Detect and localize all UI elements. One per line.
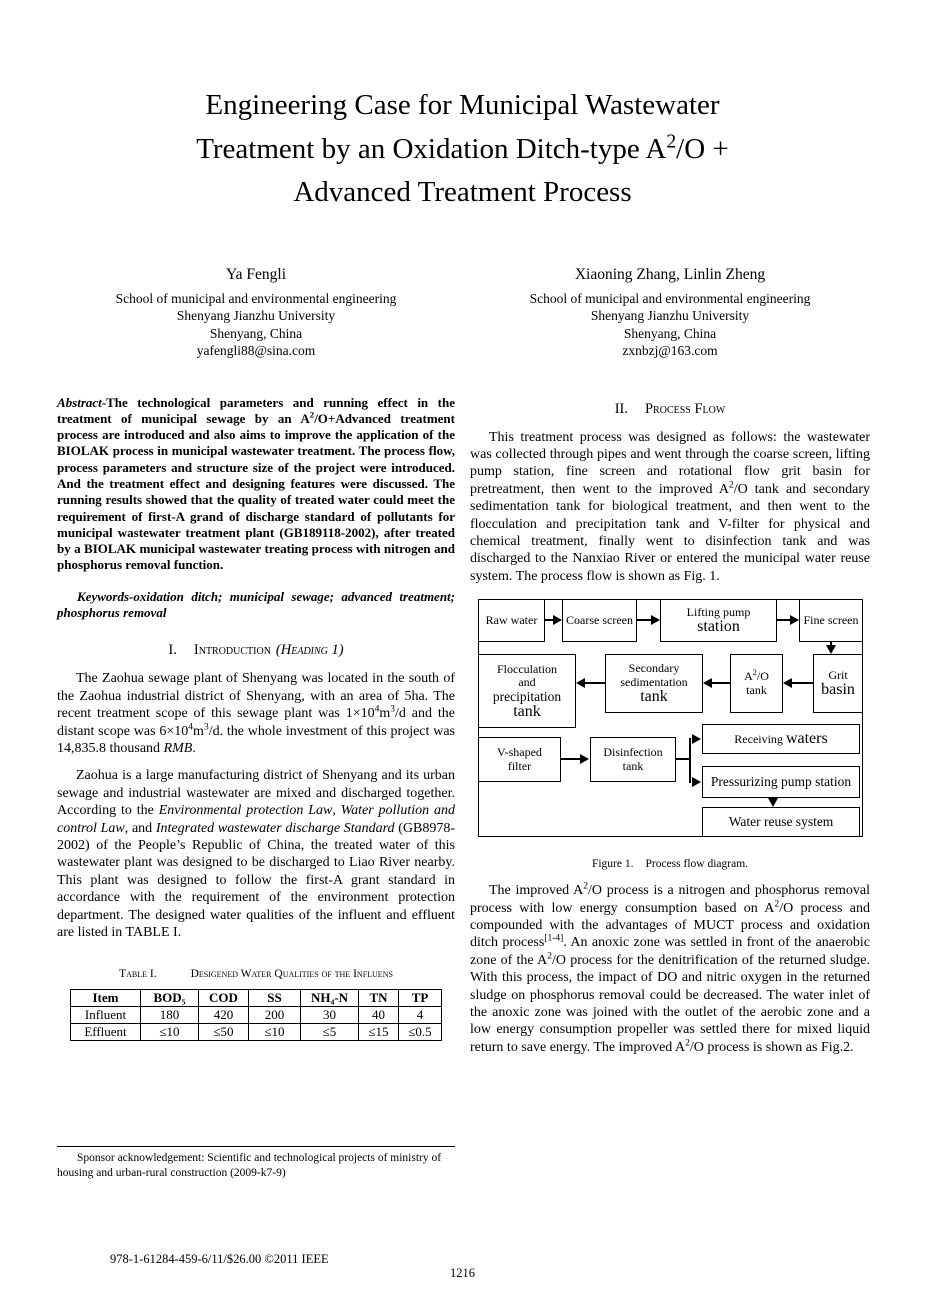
box-label: Raw water <box>485 612 538 627</box>
paragraph-intro-1: The Zaohua sewage plant of Shenyang was located in the south of the Zaohua industrial district of Shenyang, with an area of 5ha. The recent treatment scope of this sewage plant was $1\times 10^4m^3/d$ and the distant scope was $6\times 10^4m^3/d$. the whole investment of this project was 14,835.8 thousand RMB. <box>57 671 455 756</box>
author-right <box>470 265 870 360</box>
figure-box-secondary-sedimentation-tank <box>605 654 703 713</box>
table-cell: 4 <box>399 1007 442 1024</box>
table-caption <box>57 968 455 980</box>
flow-arrowhead <box>692 734 701 744</box>
figure-box-lifting-pump-station <box>660 599 777 642</box>
authors-block <box>0 265 925 360</box>
author-affiliation: Shenyang Jianzhu University <box>590 308 750 323</box>
author-left <box>57 265 455 360</box>
table-cell: 200 <box>249 1007 301 1024</box>
figure-label: Figure 1. <box>591 858 634 871</box>
table-cell: Effluent <box>71 1024 141 1041</box>
table-cell: 30 <box>301 1007 359 1024</box>
flow-arrowhead <box>703 678 712 688</box>
paragraph-process-2: The improved $A^2/O$ process is a nitrogen and phosphorus removal process with low energy consumption based on $A^2/O$ process and compounded with the advantages of MUCT process and oxidation ditch process[1-4]. An anoxic zone was settled in front of the anaerobic zone of the $A^2/O$ process for the denitrification of the returned sludge. With this process, the impact of DO and nitric oxygen in the returned sludge on phosphorus removal could be decreased. The water inlet of the anoxic zone was joined with the outlet of the aerobic zone and a low energy consumption propeller was settled there for mixed liquid return to save energy. The improved $A^2/O$ process is shown as Fig.2. <box>470 881 871 1055</box>
table-cell: ≤50 <box>199 1024 249 1041</box>
flow-arrow <box>637 619 652 621</box>
table-cell: ≤5 <box>301 1024 359 1041</box>
box-label: Coarse screen <box>566 612 633 627</box>
footnote-text: Sponsor acknowledgement: Scientific and technological projects of ministry of housing and urban-rural construction (2009-k7-9) <box>57 1152 442 1179</box>
figure-box-fine-screen <box>799 599 863 642</box>
figure-box-v-shaped-filter <box>478 737 561 782</box>
table-header-cell: TN <box>359 990 399 1007</box>
paragraph-intro-2: Zaohua is a large manufacturing district of Shenyang and its urban sewage and industrial wastewater are mixed and discharged together. According to the Environmental protection Law, Water pollution and control Law, and Integrated wastewater discharge Standard (GB8978-2002) of the People’s Republic of China, the treated water of this wastewater plant was designed to be discharged to Liao River nearby. This plant was designed to follow the first-A grant standard in accordance with the requirement of the environment protection department. The designed water qualities of the influent and effluent are listed in TABLE I. <box>57 768 456 941</box>
table-row <box>71 1007 442 1024</box>
table-cell: ≤10 <box>249 1024 301 1041</box>
table-cell: 180 <box>141 1007 199 1024</box>
figure-caption-text: Process flow diagram. <box>645 858 749 871</box>
flow-arrowhead <box>651 615 660 625</box>
left-column <box>57 395 455 1042</box>
flow-arrowhead <box>783 678 792 688</box>
figure-box-receiving-waters <box>702 724 860 754</box>
table-header-cell: NH₄-N <box>301 990 359 1007</box>
author-affiliation: Shenyang, China <box>209 325 303 341</box>
figure-box-pressurizing-pump-station <box>702 766 860 798</box>
flow-line <box>689 738 691 783</box>
process-flow-diagram <box>470 595 870 845</box>
table-header-cell: BOD₅ <box>141 990 199 1007</box>
box-label: filter <box>507 758 532 773</box>
table-cell: 40 <box>359 1007 399 1024</box>
box-label: V-shaped <box>497 745 542 760</box>
figure-box-flocculation-precipitation-tank <box>478 654 576 728</box>
flow-arrow <box>712 682 730 684</box>
box-label: tank <box>640 688 668 706</box>
table-header-cell: COD <box>199 990 249 1007</box>
box-label: Flocculation <box>497 661 557 676</box>
table-header-cell: TP <box>399 990 442 1007</box>
figure-box-grit-basin <box>813 654 863 713</box>
box-label: and <box>518 675 536 690</box>
table-cell: ≤10 <box>141 1024 199 1041</box>
section-heading-introduction <box>57 642 455 659</box>
box-label: tank <box>513 702 541 720</box>
author-email: zxnbzj@163.com <box>622 343 718 358</box>
figure-box-disinfection-tank <box>590 737 676 782</box>
flow-arrowhead <box>790 615 799 625</box>
figure-box-raw-water <box>478 599 545 642</box>
copyright-line: 978-1-61284-459-6/11/$26.00 ©2011 IEEE <box>110 1252 329 1266</box>
box-label: station <box>697 618 740 636</box>
flow-line <box>676 758 690 760</box>
table-cell: ≤15 <box>359 1024 399 1041</box>
flow-arrowhead <box>553 615 562 625</box>
figure-box-a2o-tank <box>730 654 783 713</box>
author-affiliation: School of municipal and environmental engineering <box>115 290 397 306</box>
author-email: yafengli88@sina.com <box>196 343 316 358</box>
table-cell: 420 <box>199 1007 249 1024</box>
table-header-cell: Item <box>71 990 141 1007</box>
figure-caption <box>470 858 870 870</box>
box-label: Water reuse system <box>728 814 834 830</box>
figure-box-water-reuse-system <box>702 807 860 837</box>
paragraph-process-1: This treatment process was designed as follows: the wastewater was collected through pipes and went through the coarse screen, lifting pump station, fine screen and rotational flow grit basin for pretreatment, then went to the improved $A^2/O$ tank and secondary sedimentation tank for biological treatment, and then went to the flocculation and precipitation tank and V-filter for physical and chemical treatment, finally went to disinfection tank and was discharged to the Nanxiao River or entered the municipal water reuse system. The process flow is shown as Fig. 1. <box>470 429 870 584</box>
author-name: Xiaoning Zhang, Linlin Zheng <box>574 265 766 283</box>
designed-water-qualities-table <box>70 989 442 1041</box>
box-label: precipitation <box>492 688 562 704</box>
box-label: Fine screen <box>803 612 859 627</box>
author-affiliation: School of municipal and environmental engineering <box>529 290 811 306</box>
right-column <box>470 395 870 1067</box>
box-label: Pressurizing pump station <box>710 774 852 790</box>
box-label: Receiving waters <box>734 730 828 748</box>
title-line: Advanced Treatment Process <box>293 176 632 208</box>
flow-arrowhead <box>692 777 701 787</box>
box-label: sedimentation <box>620 674 688 689</box>
box-label: Disinfection <box>603 745 663 760</box>
author-affiliation: Shenyang Jianzhu University <box>176 308 336 323</box>
page-number: 1216 <box>450 1266 475 1280</box>
title-line: Treatment by an Oxidation Ditch-type $A^2/O$ + <box>196 129 729 165</box>
author-name: Ya Fengli <box>225 265 286 283</box>
flow-arrowhead <box>576 678 585 688</box>
figure-box-coarse-screen <box>562 599 637 642</box>
author-affiliation: Shenyang, China <box>623 325 717 341</box>
flow-arrow <box>777 619 791 621</box>
box-label: Lifting pump <box>686 604 751 619</box>
flow-arrow <box>561 758 581 760</box>
body-columns <box>0 395 925 1067</box>
table-caption-text: Desigened Water Qualities of the Influens <box>190 968 393 981</box>
box-label: basin <box>821 681 855 699</box>
box-label: Grit <box>828 667 848 682</box>
flow-arrowhead <box>826 645 836 654</box>
box-label: $A^2/O$ <box>744 668 769 684</box>
box-label: tank <box>622 758 644 773</box>
flow-arrow <box>585 682 605 684</box>
section-number: I. <box>168 642 177 659</box>
title-line: Engineering Case for Municipal Wastewater <box>205 89 720 121</box>
section-number: II. <box>614 400 628 417</box>
table-label: Table I. <box>119 968 157 981</box>
box-label: Secondary <box>628 661 680 676</box>
flow-arrowhead <box>768 798 778 807</box>
table-header-row <box>71 990 442 1007</box>
section-heading-process-flow <box>470 401 870 418</box>
section-title: Process Flow <box>644 400 726 417</box>
section-suffix: (Heading 1) <box>275 642 344 659</box>
keywords: Keywords-oxidation ditch; municipal sewage; advanced treatment; phosphorus removal <box>57 588 455 621</box>
section-title: Introduction <box>193 642 271 659</box>
table-cell: ≤0.5 <box>399 1024 442 1041</box>
sponsor-footnote <box>57 1146 455 1181</box>
paper-title <box>73 84 853 215</box>
table-row <box>71 1024 442 1041</box>
table-cell: Influent <box>71 1007 141 1024</box>
flow-arrowhead <box>580 754 589 764</box>
flow-arrow <box>792 682 813 684</box>
abstract: Abstract-The technological parameters and running effect in the treatment of municipal sewage by an $A^2/O+Advanced$ treatment process are introduced and also aims to improve the application of the BIOLAK process in municipal wastewater treatment. The process flow, process parameters and structure size of the project were introduced. And the treatment effect and designing features were discussed. The running results showed that the quality of treated water could meet the requirement of first-A grand of discharge standard of pollutants for municipal wastewater treatment plant (GB189118-2002), after treated by a BIOLAK municipal wastewater treating process with nitrogen and phosphorus removal function. <box>57 394 455 573</box>
table-header-cell: SS <box>249 990 301 1007</box>
box-label: tank <box>746 682 767 697</box>
